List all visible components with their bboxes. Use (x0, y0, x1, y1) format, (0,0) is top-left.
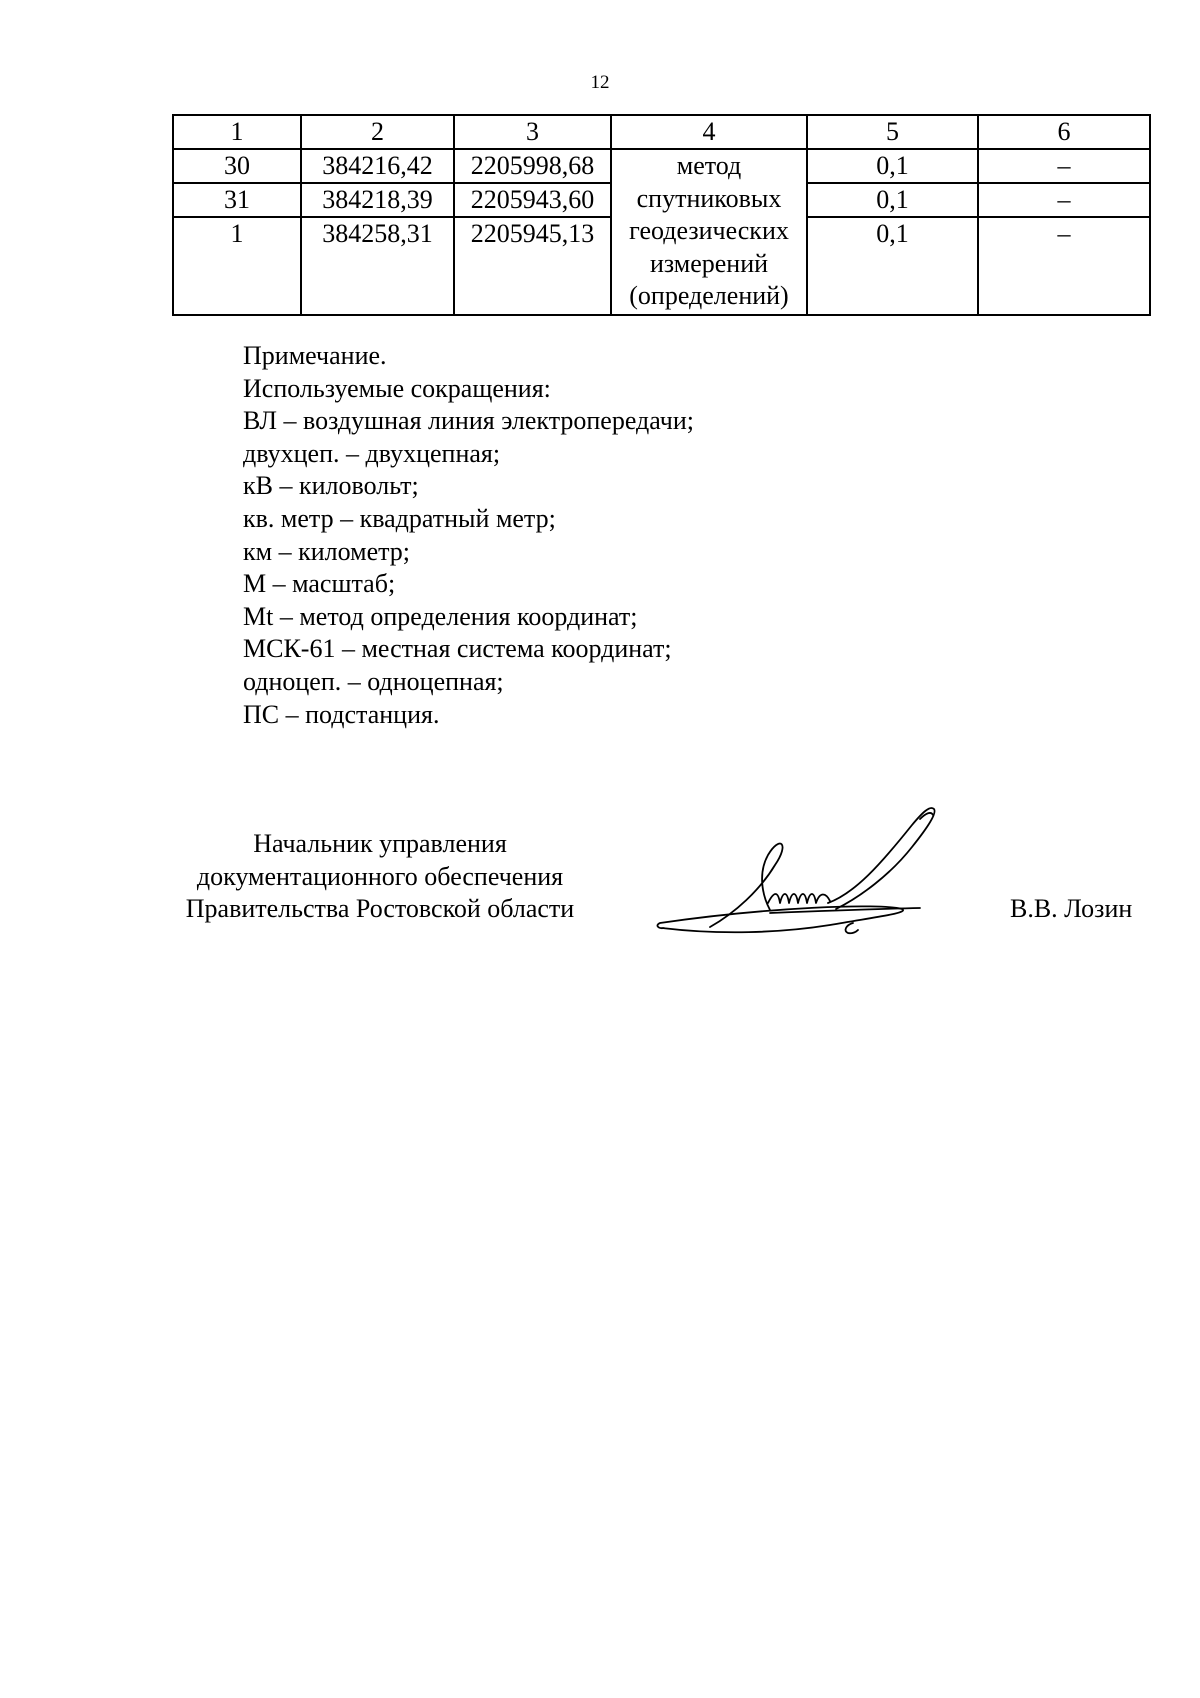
extra-cell: – (978, 149, 1150, 183)
method-line: метод (676, 151, 742, 180)
abbreviation-item: одноцеп. – одноцепная; (243, 666, 504, 696)
abbreviation-item: км – километр; (243, 536, 411, 566)
note-subtitle: Используемые сокращения: (243, 373, 551, 403)
table-row (173, 149, 1150, 183)
method-line: спутниковых (636, 183, 782, 213)
x-coordinate-cell: 384258,31 (301, 217, 454, 315)
point-number-cell: 31 (173, 183, 301, 217)
point-number-cell: 30 (173, 149, 301, 183)
method-line: измерений (649, 248, 769, 278)
method-line: геодезических (629, 216, 789, 245)
y-coordinate-cell: 2205998,68 (454, 149, 611, 183)
extra-cell: – (978, 217, 1150, 315)
extra-cell: – (978, 183, 1150, 217)
x-coordinate-cell: 384216,42 (301, 149, 454, 183)
abbreviation-item: ВЛ – воздушная линия электропередачи; (243, 406, 694, 436)
y-coordinate-cell: 2205943,60 (454, 183, 611, 217)
header-cell: 3 (454, 115, 611, 149)
point-number-cell: 1 (173, 217, 301, 315)
accuracy-cell: 0,1 (807, 183, 978, 217)
header-cell: 1 (173, 115, 301, 149)
coordinates-table (172, 114, 1151, 316)
y-coordinate-cell: 2205945,13 (454, 217, 611, 315)
abbreviation-item: ПС – подстанция. (243, 699, 440, 729)
position-line: Начальник управления (253, 829, 507, 858)
note-title: Примечание. (243, 341, 387, 370)
position-line: документационного обеспечения (196, 861, 564, 891)
abbreviation-item: кв. метр – квадратный метр; (243, 503, 556, 533)
abbreviation-item: МСК-61 – местная система координат; (243, 634, 672, 664)
accuracy-cell: 0,1 (807, 217, 978, 315)
header-cell: 5 (807, 115, 978, 149)
header-cell: 6 (978, 115, 1150, 149)
method-line: (определений) (629, 281, 789, 310)
method-cell (611, 149, 807, 315)
abbreviation-item: двухцеп. – двухцепная; (243, 438, 501, 468)
accuracy-cell: 0,1 (807, 149, 978, 183)
abbreviation-item: кВ – киловольт; (243, 471, 419, 501)
signer-name: В.В. Лозин (1010, 894, 1133, 923)
page-number: 12 (590, 72, 610, 93)
table-header-row (173, 115, 1150, 149)
header-cell: 2 (301, 115, 454, 149)
abbreviation-item: Mt – метод определения координат; (243, 601, 638, 631)
header-cell: 4 (611, 115, 807, 149)
abbreviations-note (243, 340, 694, 731)
x-coordinate-cell: 384218,39 (301, 183, 454, 217)
signatory-position (150, 828, 610, 926)
position-line: Правительства Ростовской области (185, 894, 575, 923)
handwritten-signature (650, 795, 990, 955)
abbreviation-item: М – масштаб; (243, 569, 396, 599)
